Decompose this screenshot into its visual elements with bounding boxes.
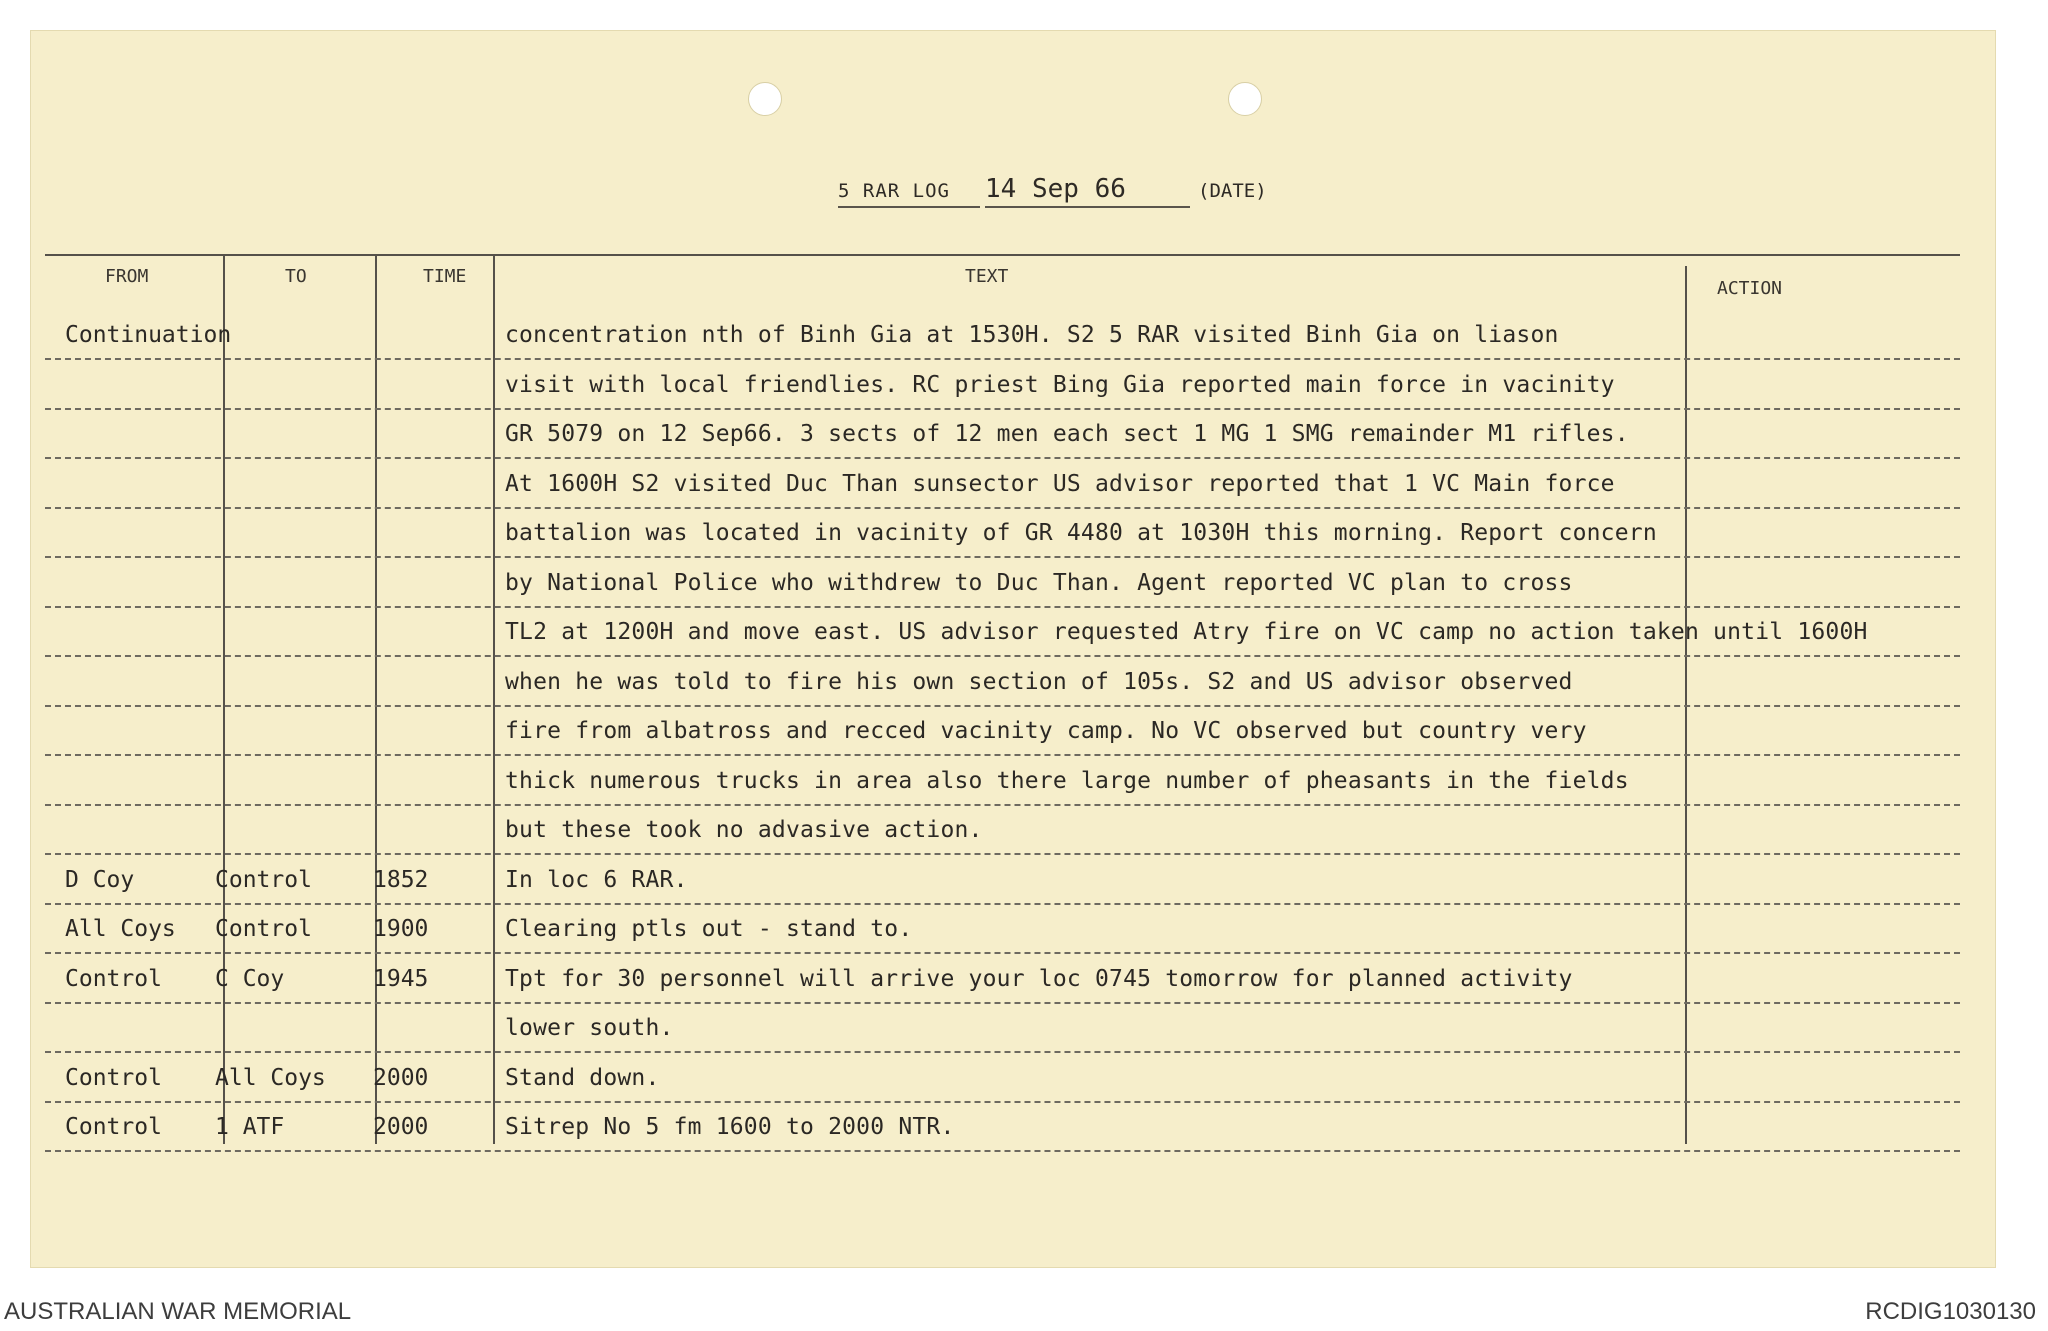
log-title: 5 RAR LOG xyxy=(838,180,950,202)
table-row xyxy=(45,562,1960,610)
row-rule xyxy=(45,903,1960,905)
footer-id: RCDIG1030130 xyxy=(1865,1298,2036,1325)
log-date: 14 Sep 66 xyxy=(985,174,1126,204)
table-row xyxy=(45,512,1960,560)
row-rule xyxy=(45,804,1960,806)
table-row xyxy=(45,710,1960,758)
row-text: when he was told to fire his own section of 105s. S2 and US advisor observed xyxy=(505,668,1573,695)
table-row xyxy=(45,364,1960,412)
table-row xyxy=(45,1106,1960,1154)
row-rule xyxy=(45,606,1960,608)
row-text: TL2 at 1200H and move east. US advisor requested Atry fire on VC camp no action taken until 1600H xyxy=(505,619,1868,645)
table-row xyxy=(45,463,1960,511)
row-to: 1 ATF xyxy=(215,1114,285,1140)
footer xyxy=(0,1298,2048,1328)
row-text: In loc 6 RAR. xyxy=(505,866,688,893)
punch-hole-left xyxy=(748,82,782,116)
row-rule xyxy=(45,358,1960,360)
row-time: 1852 xyxy=(373,866,429,893)
row-to: C Coy xyxy=(215,965,285,992)
col-header-text: TEXT xyxy=(965,266,1009,287)
punch-hole-right xyxy=(1228,82,1262,116)
table-row xyxy=(45,859,1960,907)
table-top-border xyxy=(45,254,1960,256)
row-rule xyxy=(45,1051,1960,1053)
row-text: fire from albatross and recced vacinity camp. No VC observed but country very xyxy=(505,718,1587,744)
row-from: Continuation xyxy=(65,322,232,348)
table-row xyxy=(45,413,1960,461)
table-row xyxy=(45,809,1960,857)
row-text: Clearing ptls out - stand to. xyxy=(505,916,913,942)
row-text: lower south. xyxy=(505,1015,674,1041)
row-from: Control xyxy=(65,1114,162,1140)
log-table xyxy=(45,222,1960,1144)
row-text: visit with local friendlies. RC priest Bing Gia reported main force in vacinity xyxy=(505,371,1615,398)
log-title-underline xyxy=(838,206,980,208)
table-row xyxy=(45,1057,1960,1105)
table-row xyxy=(45,958,1960,1006)
row-rule xyxy=(45,952,1960,954)
row-rule xyxy=(45,507,1960,509)
row-text: GR 5079 on 12 Sep66. 3 sects of 12 men each sect 1 MG 1 SMG remainder M1 rifles. xyxy=(505,421,1629,447)
row-from: Control xyxy=(65,965,162,992)
col-header-from: FROM xyxy=(105,266,149,287)
date-label: (DATE) xyxy=(1198,180,1267,202)
row-time: 1900 xyxy=(373,916,429,942)
table-row xyxy=(45,908,1960,956)
row-text: Tpt for 30 personnel will arrive your loc 0745 tomorrow for planned activity xyxy=(505,965,1573,992)
row-text: but these took no advasive action. xyxy=(505,817,983,843)
row-text: battalion was located in vacinity of GR 4480 at 1030H this morning. Report concern xyxy=(505,520,1657,546)
row-time: 2000 xyxy=(373,1114,429,1140)
row-text: At 1600H S2 visited Duc Than sunsector US advisor reported that 1 VC Main force xyxy=(505,470,1615,497)
row-rule xyxy=(45,408,1960,410)
row-rule xyxy=(45,1002,1960,1004)
table-row xyxy=(45,314,1960,362)
table-row xyxy=(45,661,1960,709)
row-rule xyxy=(45,556,1960,558)
table-row xyxy=(45,760,1960,808)
log-date-underline xyxy=(985,206,1190,208)
footer-source: AUSTRALIAN WAR MEMORIAL xyxy=(4,1298,352,1325)
row-time: 2000 xyxy=(373,1064,429,1091)
row-to: Control xyxy=(215,866,312,893)
row-to: All Coys xyxy=(215,1064,326,1091)
row-text: thick numerous trucks in area also there large number of pheasants in the fields xyxy=(505,767,1629,794)
row-from: Control xyxy=(65,1064,162,1091)
row-time: 1945 xyxy=(373,965,429,992)
row-from: D Coy xyxy=(65,866,135,893)
row-rule xyxy=(45,655,1960,657)
table-row xyxy=(45,611,1960,659)
row-from: All Coys xyxy=(65,916,176,942)
row-text: by National Police who withdrew to Duc Than. Agent reported VC plan to cross xyxy=(505,569,1573,596)
col-header-action: ACTION xyxy=(1717,278,1783,299)
col-header-to: TO xyxy=(285,266,307,287)
row-rule xyxy=(45,853,1960,855)
row-rule xyxy=(45,1101,1960,1103)
row-rule xyxy=(45,705,1960,707)
row-text: Stand down. xyxy=(505,1064,660,1091)
row-to: Control xyxy=(215,916,312,942)
row-text: Sitrep No 5 fm 1600 to 2000 NTR. xyxy=(505,1114,955,1140)
row-rule xyxy=(45,754,1960,756)
row-rule xyxy=(45,457,1960,459)
row-rule xyxy=(45,1150,1960,1152)
row-text: concentration nth of Binh Gia at 1530H. S2 5 RAR visited Binh Gia on liason xyxy=(505,322,1559,348)
table-row xyxy=(45,1007,1960,1055)
col-header-time: TIME xyxy=(423,266,467,287)
